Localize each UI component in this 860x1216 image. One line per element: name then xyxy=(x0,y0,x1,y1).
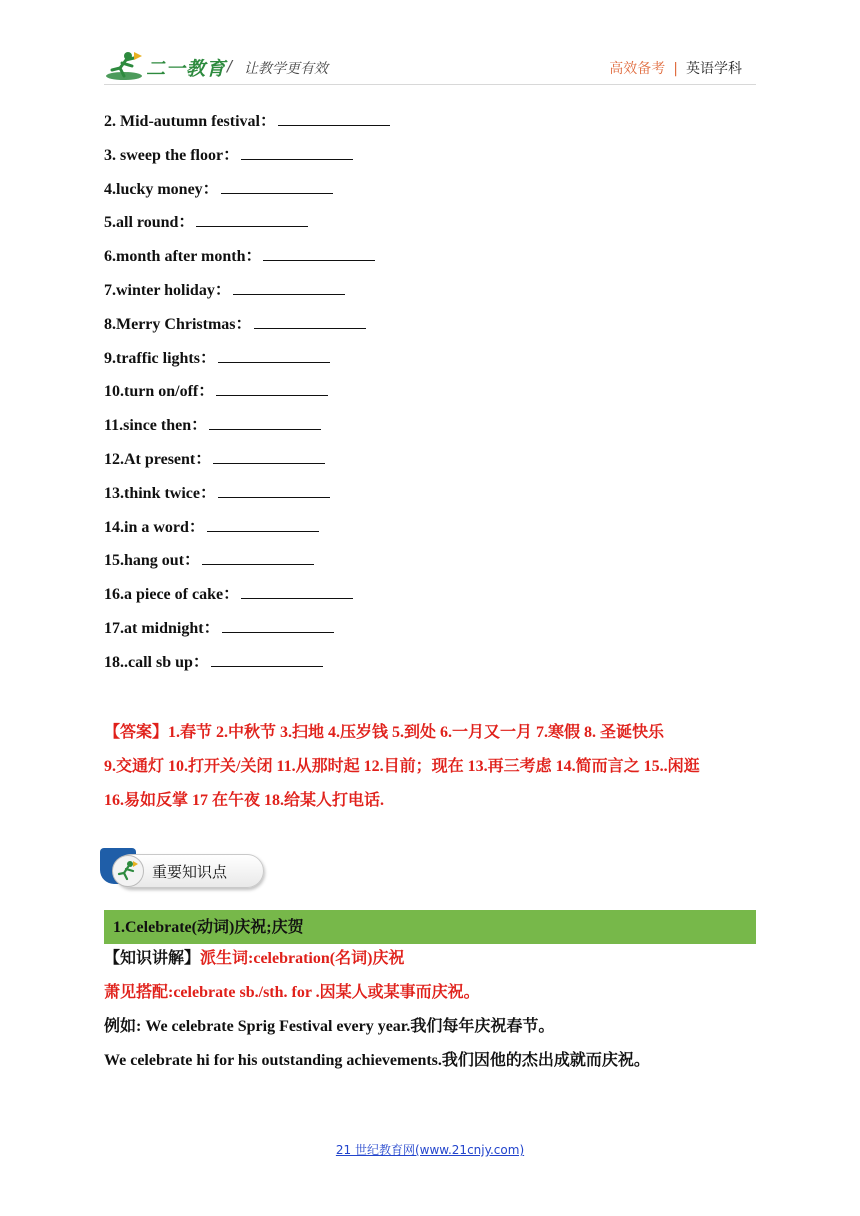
answer-line: 【答案】1.春节 2.中秋节 3.扫地 4.压岁钱 5.到处 6.一月又一月 7.寒假 8. 圣诞快乐 xyxy=(104,724,665,741)
runner-icon xyxy=(113,856,143,886)
page-header xyxy=(104,48,756,84)
badge-circle xyxy=(112,855,144,887)
vocab-item xyxy=(104,346,390,380)
vocab-term: 17.at midnight： xyxy=(104,619,220,637)
vocab-term: 6.month after month： xyxy=(104,248,262,266)
header-divider xyxy=(104,84,756,85)
vocab-term: 10.turn on/off： xyxy=(104,383,215,401)
vocab-item xyxy=(104,650,390,684)
topic-heading: 1.Celebrate(动词)庆祝;庆贺 xyxy=(113,919,304,936)
explain-text: 派生词:celebration(名词)庆祝 xyxy=(200,950,405,967)
vocab-term: 3. sweep the floor： xyxy=(104,146,240,164)
answer-blank xyxy=(241,143,353,160)
answer-blank xyxy=(207,515,319,532)
vocab-item xyxy=(104,616,390,650)
answer-blank xyxy=(233,278,345,295)
vocab-item xyxy=(104,515,390,549)
example-line: 例如: We celebrate Sprig Festival every year.我们每年庆祝春节。 xyxy=(104,1018,555,1035)
answer-line: 9.交通灯 10.打开关/关闭 11.从那时起 12.目前；现在 13.再三考虑 14.简而言之 15..闲逛 xyxy=(104,758,700,775)
explain-line xyxy=(104,942,650,976)
brand-name: 二一教育 xyxy=(146,58,227,80)
vocab-item xyxy=(104,109,390,143)
header-tag-subject: 英语学科 xyxy=(686,61,742,77)
header-subject xyxy=(609,58,742,78)
header-slash: / xyxy=(227,57,233,75)
vocab-term: 12.At present： xyxy=(104,450,212,468)
answer-block xyxy=(104,716,764,818)
vocab-item xyxy=(104,582,390,616)
vocab-item xyxy=(104,143,390,177)
vocab-term: 4.lucky money： xyxy=(104,180,219,198)
vocab-term: 9.traffic lights： xyxy=(104,349,216,367)
answer-blank xyxy=(221,177,333,194)
answer-blank xyxy=(218,346,330,363)
answer-blank xyxy=(216,379,328,396)
header-separator: | xyxy=(673,61,678,77)
vocab-item xyxy=(104,413,390,447)
section-title: 重要知识点 xyxy=(152,863,228,881)
vocab-item xyxy=(104,278,390,312)
vocab-term: 5.all round： xyxy=(104,214,195,232)
vocab-list xyxy=(104,109,390,684)
collocation-line: 萧见搭配:celebrate sb./sth. for .因某人或某事而庆祝。 xyxy=(104,984,480,1001)
section-badge xyxy=(100,848,266,888)
vocab-item xyxy=(104,210,390,244)
vocab-term: 8.Merry Christmas： xyxy=(104,315,252,333)
vocab-term: 14.in a word： xyxy=(104,518,205,536)
vocab-term: 2. Mid-autumn festival： xyxy=(104,113,277,130)
vocab-item xyxy=(104,548,390,582)
answer-blank xyxy=(211,650,323,667)
footer-link[interactable]: 21 世纪教育网(www.21cnjy.com) xyxy=(335,1143,525,1157)
brand-slogan: 让教学更有效 xyxy=(244,61,328,77)
answer-blank xyxy=(222,616,334,633)
runner-logo-icon xyxy=(104,50,148,82)
answer-blank xyxy=(241,582,353,599)
answer-blank xyxy=(213,447,325,464)
example-line: We celebrate hi for his outstanding achievements.我们因他的杰出成就而庆祝。 xyxy=(104,1052,650,1069)
vocab-term: 13.think twice： xyxy=(104,484,217,502)
page-footer xyxy=(0,1141,860,1158)
vocab-term: 16.a piece of cake： xyxy=(104,586,240,604)
vocab-item xyxy=(104,244,390,278)
knowledge-content xyxy=(104,942,650,1078)
answer-blank xyxy=(278,109,390,126)
vocab-term: 18..call sb up： xyxy=(104,653,209,671)
answer-blank xyxy=(209,413,321,430)
answer-blank xyxy=(254,312,366,329)
answer-blank xyxy=(263,244,375,261)
vocab-term: 7.winter holiday： xyxy=(104,281,231,299)
vocab-term: 15.hang out： xyxy=(104,552,201,570)
vocab-item xyxy=(104,312,390,346)
answer-blank xyxy=(196,210,308,227)
vocab-item xyxy=(104,177,390,211)
vocab-item xyxy=(104,447,390,481)
vocab-term: 11.since then： xyxy=(104,417,208,435)
answer-line: 16.易如反掌 17 在午夜 18.给某人打电话. xyxy=(104,792,385,809)
header-tag-exam: 高效备考 xyxy=(609,61,666,77)
vocab-item xyxy=(104,379,390,413)
answer-blank xyxy=(202,548,314,565)
answer-blank xyxy=(218,481,330,498)
explain-label: 【知识讲解】 xyxy=(104,950,201,967)
vocab-item xyxy=(104,481,390,515)
topic-heading-bar xyxy=(104,910,756,944)
